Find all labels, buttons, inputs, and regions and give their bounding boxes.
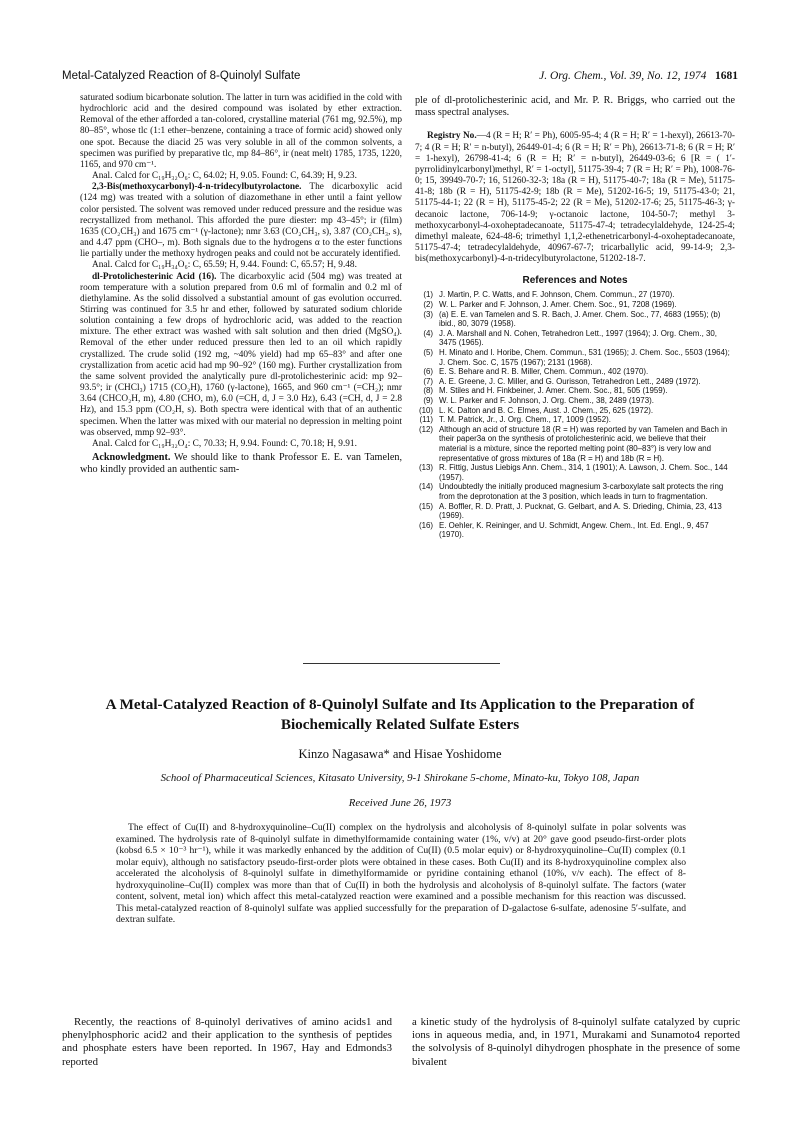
- reference-number: (14): [418, 482, 433, 492]
- reference-text: J. A. Marshall and N. Cohen, Tetrahedron Lett., 1997 (1964); J. Org. Chem., 30, 3475 (1965).: [439, 328, 717, 348]
- reference-item: [415, 482, 735, 501]
- reference-number: (4): [423, 328, 433, 338]
- references-heading: References and Notes: [522, 275, 628, 287]
- reference-text: W. L. Parker and F. Johnson, J. Amer. Chem. Soc., 91, 7208 (1969).: [439, 300, 677, 310]
- reference-text: M. Stiles and H. Finkbeiner, J. Amer. Chem. Soc., 81, 505 (1959).: [439, 386, 668, 396]
- compound-heading: 2,3-Bis(methoxycarbonyl)-4-n-tridecylbutyrolactone.: [92, 182, 302, 193]
- reference-text: E. Oehler, K. Reininger, and U. Schmidt, Angew. Chem., Int. Ed. Engl., 9, 457 (1970).: [439, 520, 709, 540]
- registry-text: —4 (R = H; R′ = Ph), 6005-95-4; 4 (R = H; R′ = 1-hexyl), 26613-70-7; 4 (R = H; R′ = n-butyl), 26449-01-4; 6 (R = H; R′ = Ph), 26613-71-8; 6 (R = H; R′ = 1-hexyl), 26798-41-4; 6 (R = H; R′ = n-butyl), 26449-03-6; 6 [R = ( 1′-pyrrolidinylcarbonyl)methyl, R′ = 1-octyl], 51175-39-4; 7 (R = H; R′ = Ph), 1008-76-0; 15, 39949-70-7; 16, 51260-32-3; 18a (R = H), 51175-40-7; 18a (R = Me), 51175-41-8; 18b (R = H), 51175-42-9; 18b (R = Me), 51202-16-5; 19, 51175-43-0; 21, 51175-44-1; 22 (R = H), 51175-45-2; 22 (R = Me), 51202-17-6; 25, 51175-46-3; γ-decanoic lactone, 706-14-9; γ-octanoic lactone, 104-50-7; methyl 3-methoxycarbonyl-4-oxoheptadecanoate, 51175-47-4; tetradecylaldehyde, 124-25-4; dimethyl maleate, 624-48-6; trimethyl 1,1,2-ethenetricarbonyl-4-oxoheptadecanoate, 51175-47-4; tetradecylaldehyde, 40967-67-7; tricarballylic acid, 99-14-9; 2,3-bis(methoxycarbonyl)-4-n-tridecylbutyrolactone, 51202-18-7.: [415, 131, 735, 265]
- reference-item: [415, 425, 735, 463]
- body-paragraph: saturated sodium bicarbonate solution. The latter in turn was acidified in the cold with hydrochloric acid and the desired compound was isolated by ether extraction. Removal of the ether afforded a tan-colored, crystalline material (761 mg, 92.5%), mp 80–85°, whose tlc (1:1 ether–benzene, containing a trace of formic acid) showed only one spot. Because the diacid 25 was very soluble in all of the common solvents, a specimen was purified by preparative tlc, mp 84–86°, ir (neat melt) 1785, 1735, 1220, 1165, and 970 cm⁻¹.: [80, 93, 402, 170]
- reference-item: [415, 329, 735, 348]
- article-title: A Metal-Catalyzed Reaction of 8-Quinolyl Sulfate and Its Application to the Preparation of Biochemically Related Sulfate Esters: [105, 696, 695, 733]
- reference-item: [415, 463, 735, 482]
- reference-number: (7): [423, 376, 433, 386]
- references-list: [415, 290, 735, 539]
- reference-number: (6): [423, 367, 433, 377]
- body-paragraph: [80, 182, 402, 260]
- reference-number: (9): [423, 395, 433, 405]
- reference-text: Undoubtedly the initially produced magnesium 3-carboxylate salt protects the ring from the deprotonation at the 3 position, which leads in turn to fragmentation.: [439, 482, 724, 501]
- registry-numbers: [415, 131, 735, 265]
- abstract: The effect of Cu(II) and 8-hydroxyquinoline–Cu(II) complex on the hydrolysis and alcoholysis of 8-quinolyl sulfate in polar solvents was examined. The hydrolysis rate of 8-quinolyl sulfate in dimethylformamide containing water (1%, v/v) at 20° gave good pseudo-first-order plots (kobsd 6.5 × 10⁻³ hr⁻¹), while it was markedly enhanced by the addition of Cu(II) (0.5 molar equiv) or 8-hydroxyquinoline–Cu(II) complex (0.1 molar equiv), although no satisfactory pseudo-first-order plots were obtained in these cases. Both Cu(II) and its 8-hydroxyquinoline complex also accelerated the alcoholysis of 8-quinolyl sulfate in dimethylformamide or pyridine containing ethanol (10%, v/v each). The effect of 8-hydroxyquinoline–Cu(II) complex was more than that of Cu(II) in both the hydrolysis and alcoholysis of 8-quinolyl sulfate. The factors (water content, solvent, metal ion) which affect this metal-catalyzed reaction were examined and a possible mechanism for this reaction was discussed. This metal-catalyzed reaction of 8-quinolyl sulfate was applied successfully for the preparation of D-galactose 6-sulfate, adenosine 5′-sulfate, and dextran sulfate.: [116, 822, 686, 925]
- reference-item: [415, 406, 735, 416]
- registry-heading: Registry No.: [427, 131, 477, 142]
- reference-item: [415, 367, 735, 377]
- acknowledgment-text: We should like to thank Professor E. E. van Tamelen, who kindly provided an authentic sam-: [80, 452, 402, 476]
- body-text: The dicarboxylic acid (124 mg) was treated with a solution of diazomethane in ether until a faint yellow color persisted. The solvent was removed under reduced pressure and the residue was recrystallized from methanol. This afforded the pure diester: mp 43–45°; ir (film) 1635 (CO₂CH₃) and 1675 cm⁻¹ (γ-lactone); nmr 3.63 (CO₂CH₃, s), 3.87 (CO₂CH₃, s), and 4.47 ppm (CHO–, m). Both signals due to the hydrogens α to the ester functions lie partially under the methoxy hydrogen peaks and could not be accurately identified.: [80, 182, 402, 260]
- reference-item: [415, 290, 735, 300]
- acknowledgment-heading: Acknowledgment.: [92, 452, 171, 463]
- right-column: [415, 93, 735, 540]
- reference-text: E. S. Behare and R. B. Miller, Chem. Commun., 402 (1970).: [439, 367, 649, 377]
- reference-number: (13): [418, 463, 433, 473]
- reference-item: [415, 377, 735, 387]
- reference-item: [415, 502, 735, 521]
- reference-text: R. Fittig, Justus Liebigs Ann. Chem., 314, 1 (1901); A. Lawson, J. Chem. Soc., 144 (1957).: [439, 463, 728, 482]
- reference-item: [415, 300, 735, 310]
- compound-heading: dl-Protolichesterinic Acid (16).: [92, 271, 217, 282]
- reference-text: (a) E. E. van Tamelen and S. R. Bach, J. Amer. Chem. Soc., 77, 4683 (1955); (b) ibid., 80, 3079 (1958).: [439, 309, 721, 329]
- article-affiliation: School of Pharmaceutical Sciences, Kitasato University, 9-1 Shirokane 5-chome, Minato-ku, Tokyo 108, Japan: [160, 772, 640, 784]
- acknowledgment: [80, 452, 402, 476]
- body-text: The dicarboxylic acid (504 mg) was treated at room temperature with a solution prepared from 0.6 ml of formalin and 0.2 ml of diethylamine. As the solid dissolved a substantial amount of gas evolution occurred. Stirring was continued for 3.5 hr and ether, followed by saturated sodium chloride solution containing a few drops of hydrochloric acid, was added to the reaction mixture. The ether extract was washed with salt solution and then dried (MgSO₄). Removal of the ether under reduced pressure then led to an oil which rapidly crystallized. The crude solid (192 mg, ~40% yield) had mp 65–83° and after one crystallization from acetic acid had mp 90–92° (160 mg). Further crystallization from the same solvent provided the analytically pure dl-protolichesterinic acid: mp 92–93.5°; ir (CHCl₃) 1715 (CO₂H), 1760 (γ-lactone), 1665, and 960 cm⁻¹ (=CH₂); nmr 3.64 (CHCO₂H, m), 4.80 (CHO, m), 6.0 (=CH, d, J = 3.0 Hz), 6.43 (=CH, d, J = 2.8 Hz), and 15.3 ppm (CO₂H, s). Both spectra were identical with that of an authentic specimen. When the latter was mixed with our material no depression in melting point was observed, mmp 92–93°.: [80, 271, 402, 438]
- reference-item: [415, 521, 735, 540]
- reference-item: [415, 396, 735, 406]
- reference-number: (3): [423, 309, 433, 319]
- reference-item: [415, 310, 735, 329]
- reference-text: A. E. Greene, J. C. Miller, and G. Ourisson, Tetrahedron Lett., 2489 (1972).: [439, 376, 701, 386]
- reference-text: L. K. Dalton and B. C. Elmes, Aust. J. Chem., 25, 625 (1972).: [439, 405, 654, 415]
- body-paragraph: [80, 272, 402, 439]
- reference-number: (11): [419, 415, 433, 425]
- received-date: Received June 26, 1973: [348, 797, 452, 809]
- running-header-journal: [539, 70, 738, 82]
- reference-item: [415, 348, 735, 367]
- reference-item: [415, 415, 735, 425]
- running-header-title: Metal-Catalyzed Reaction of 8-Quinolyl Sulfate: [62, 70, 301, 82]
- analysis-paragraph: Anal. Calcd for C₁₉H₃₄O₆: C, 65.59; H, 9.44. Found: C, 65.57; H, 9.48.: [92, 260, 357, 271]
- reference-text: J. Martin, P. C. Watts, and F. Johnson, Chem. Commun., 27 (1970).: [439, 290, 675, 300]
- reference-item: [415, 386, 735, 396]
- reference-text: W. L. Parker and F. Johnson, J. Org. Chem., 38, 2489 (1973).: [439, 395, 654, 405]
- reference-number: (12): [418, 424, 433, 434]
- reference-text: T. M. Patrick, Jr., J. Org. Chem., 17, 1009 (1952).: [439, 415, 611, 425]
- reference-number: (15): [418, 501, 433, 511]
- left-column: [80, 93, 402, 476]
- intro-right-column: a kinetic study of the hydrolysis of 8-quinolyl sulfate catalyzed by cupric ions in aqueous media, and, in 1971, Murakami and Sunamoto4 reported the solvolysis of 8-quinolyl dihydrogen phosphate in the presence of some bivalent: [412, 1016, 740, 1068]
- page-number: 1681: [715, 70, 738, 82]
- section-divider: [303, 663, 500, 664]
- analysis-paragraph: Anal. Calcd for C₁₉H₃₂O₆: C, 64.02; H, 9.05. Found: C, 64.39; H, 9.23.: [92, 171, 357, 182]
- journal-citation: J. Org. Chem., Vol. 39, No. 12, 1974: [539, 70, 707, 82]
- acknowledgment-continued: ple of dl-protolichesterinic acid, and Mr. P. R. Briggs, who carried out the mass spectral analyses.: [415, 95, 735, 119]
- reference-text: A. Boffler, R. D. Pratt, J. Pucknat, G. Gelbart, and A. S. Drieding, Chimia, 23, 413 (1969).: [439, 501, 722, 521]
- reference-number: (10): [418, 405, 433, 415]
- analysis-paragraph: Anal. Calcd for C₁₉H₃₂O₄: C, 70.33; H, 9.94. Found: C, 70.18; H, 9.91.: [92, 438, 357, 449]
- reference-number: (2): [423, 300, 433, 310]
- reference-text: Although an acid of structure 18 (R = H) was reported by van Tamelen and Bach in their paper3a on the synthesis of protolichesterinic acid, we believe that their material is a mixture, since the reported melting point (80–83°) is very low and representative of gross mixtures of 18a (R = H) and 18b (R = H).: [439, 424, 728, 463]
- reference-number: (5): [423, 348, 433, 357]
- reference-number: (16): [418, 520, 433, 530]
- reference-number: (8): [423, 386, 433, 396]
- reference-text: H. Minato and I. Horibe, Chem. Commun., 531 (1965); J. Chem. Soc., 5503 (1964); J. Chem. Soc. C, 1575 (1967); 2131 (1968).: [439, 348, 730, 367]
- intro-left-column: Recently, the reactions of 8-quinolyl derivatives of amino acids1 and phenylphosphoric acid2 and their application to the synthesis of peptides and phosphate esters have been reported. In 1967, Hay and Edmonds3 reported: [62, 1016, 392, 1068]
- reference-number: (1): [423, 290, 433, 300]
- article-authors: Kinzo Nagasawa* and Hisae Yoshidome: [298, 747, 502, 761]
